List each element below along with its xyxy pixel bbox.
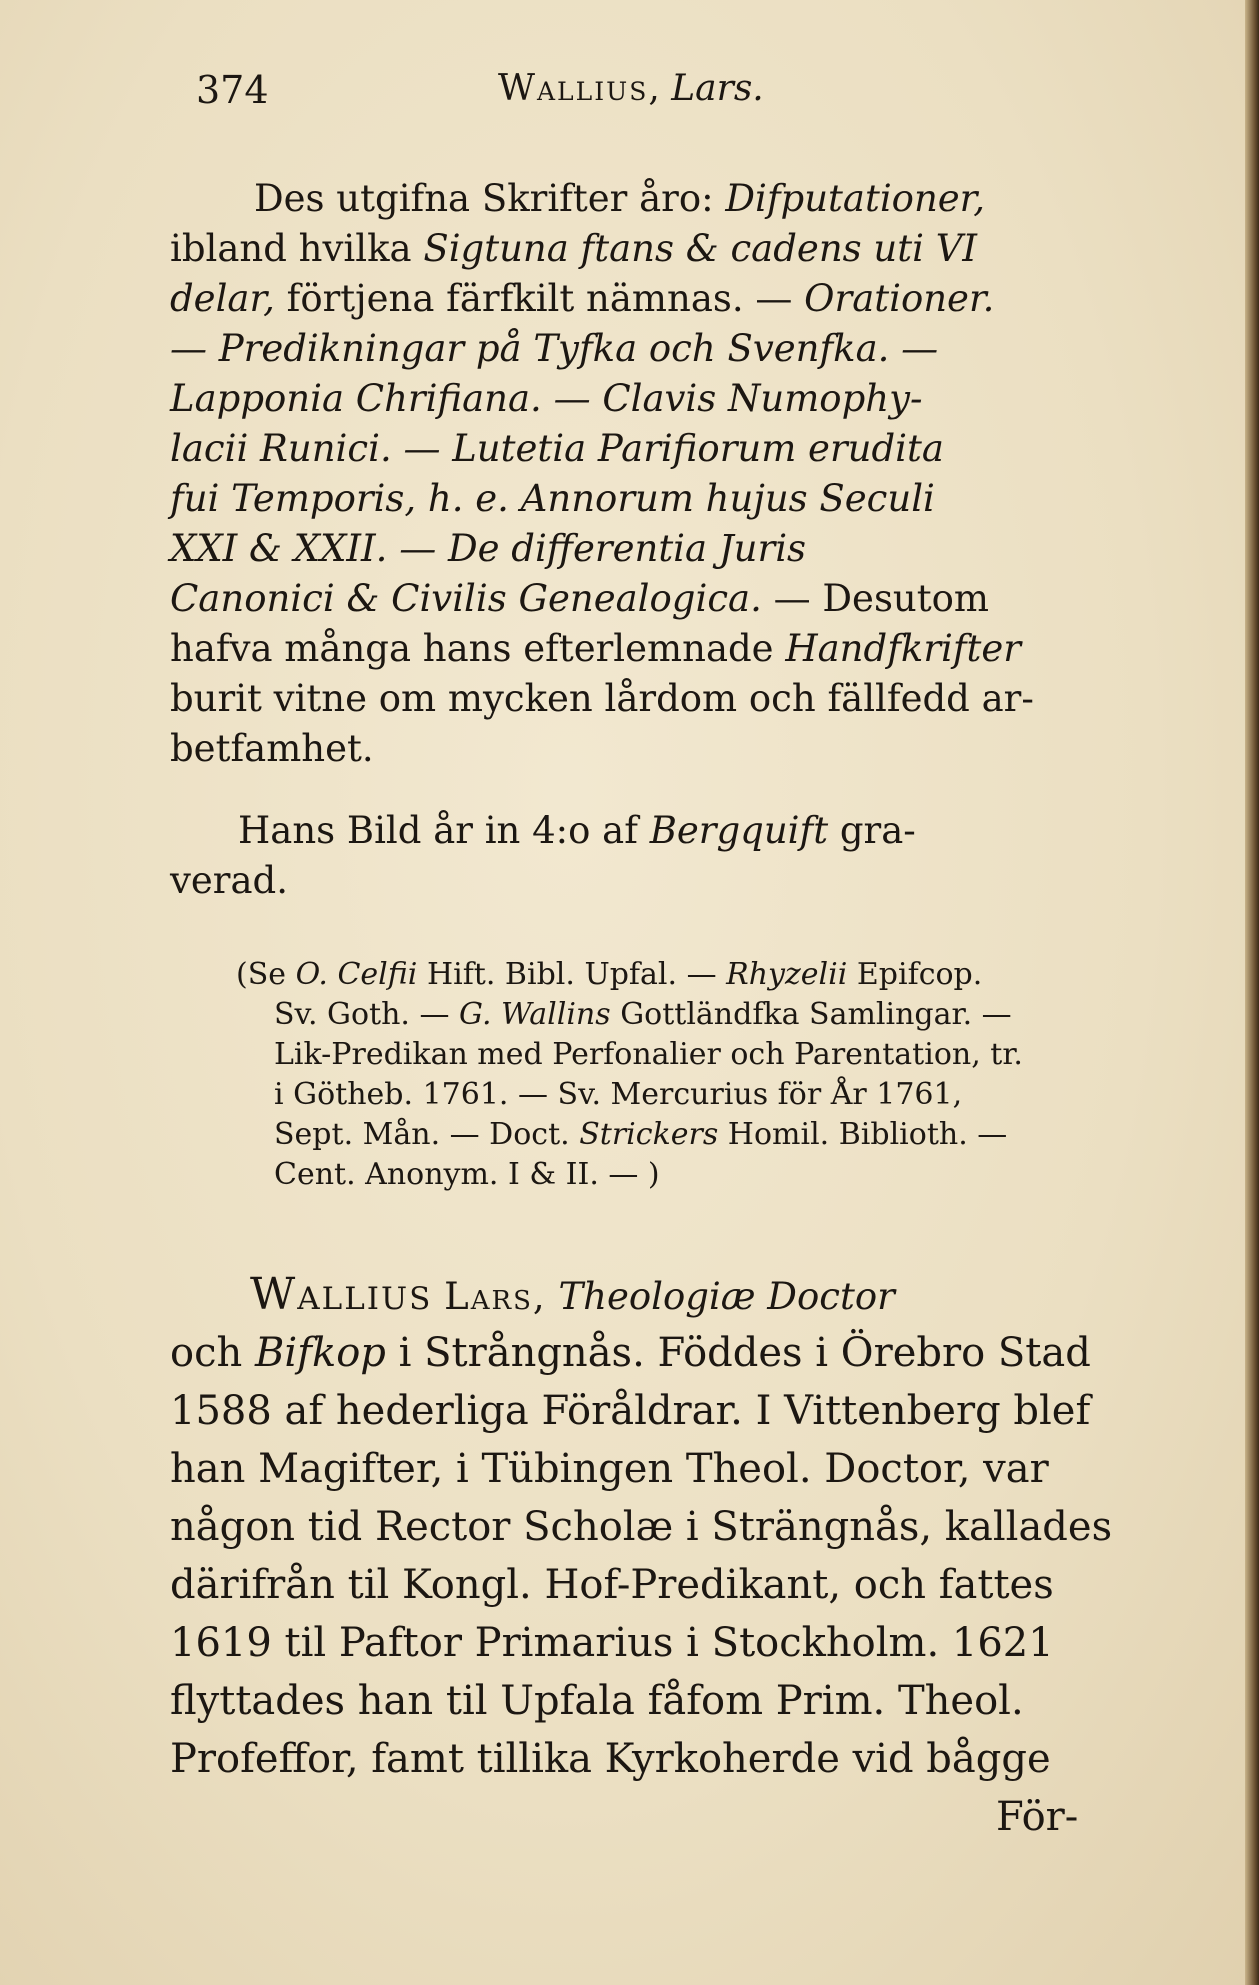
text-span: — Desutom <box>773 577 989 620</box>
text-span: Hift. Bibl. Upfal. — <box>426 957 717 992</box>
page-number: 374 <box>196 68 269 112</box>
italic-title: Difputationer, <box>725 177 986 220</box>
text-line: lacii Runici. — Lutetia Parifiorum erudita <box>170 427 944 470</box>
text-span: Sv. Goth. — <box>274 997 450 1032</box>
text-line: flyttades han til Upfala fåfom Prim. Theol. <box>170 1678 1024 1724</box>
text-span: förtjena färfkilt nämnas. — <box>286 277 793 320</box>
text-span: Sept. Mån. — Doct. <box>274 1117 570 1152</box>
text-span: Des utgifna Skrifter åro: <box>254 177 714 220</box>
text-line: 1619 til Paftor Primarius i Stockholm. 1621 <box>170 1620 1054 1666</box>
italic-title: delar, <box>170 277 275 320</box>
text-line: någon tid Rector Scholæ i Strängnås, kallades <box>170 1504 1113 1550</box>
italic-title: Sigtuna ftans & cadens uti VI <box>423 227 978 270</box>
text-line <box>238 808 1203 854</box>
italic-title: Canonici & Civilis Genealogica. <box>170 577 762 620</box>
italic-title: Theologiæ Doctor <box>558 1275 895 1318</box>
text-line: — Predikningar på Tyfka och Svenfka. — <box>170 327 939 370</box>
text-line <box>170 226 1135 272</box>
running-head-first-name: Lars. <box>671 68 764 109</box>
text-span: Epifcop. <box>856 957 983 992</box>
italic-title: Bifkop <box>254 1330 386 1376</box>
italic-title: O. Celfii <box>295 957 418 992</box>
reference-line: i Götheb. 1761. — Sv. Mercurius för År 1761, <box>274 1077 963 1112</box>
text-span: gra- <box>839 809 916 852</box>
text-span: (Se <box>236 957 287 992</box>
text-line <box>170 626 1135 672</box>
reference-line: Lik-Predikan med Perfonalier och Parentation, tr. <box>274 1037 1023 1072</box>
italic-title: Strickers <box>579 1117 719 1152</box>
running-head-separator: , <box>648 68 660 109</box>
text-span: i Strångnås. Föddes i Örebro Stad <box>398 1330 1091 1376</box>
text-span: Homil. Biblioth. — <box>727 1117 1008 1152</box>
italic-title: G. Wallins <box>459 997 611 1032</box>
text-line <box>170 276 1135 322</box>
text-line: därifrån til Kongl. Hof-Predikant, och fattes <box>170 1562 1054 1608</box>
text-span: Gottländfka Samlingar. — <box>620 997 1012 1032</box>
text-line: burit vitne om mycken lårdom och fällfedd ar- <box>170 677 1034 720</box>
text-line: han Magifter, i Tübingen Theol. Doctor, var <box>170 1446 1049 1492</box>
italic-title: Rhyzelii <box>726 957 848 992</box>
italic-title: Orationer. <box>804 277 995 320</box>
text-line: fui Temporis, h. e. Annorum hujus Seculi <box>170 477 935 520</box>
book-spine-edge <box>1245 0 1259 1985</box>
text-span: Hans Bild år in 4:o af <box>238 809 638 852</box>
italic-title: Bergquift <box>649 809 829 852</box>
text-span: ibland hvilka <box>170 227 412 270</box>
reference-line <box>236 955 1201 994</box>
entry-heading-name: Wallius <box>250 1269 433 1320</box>
entry-heading-line <box>250 1269 1215 1320</box>
text-line: betfamhet. <box>170 727 374 770</box>
catchword: För- <box>996 1794 1079 1840</box>
text-line: 1588 af hederliga Föråldrar. I Vittenberg blef <box>170 1388 1091 1434</box>
text-line <box>254 176 1219 222</box>
text-line: Profeffor, famt tillika Kyrkoherde vid bågge <box>170 1736 1051 1782</box>
running-head <box>498 68 764 109</box>
reference-line <box>274 995 1239 1034</box>
text-span: och <box>170 1330 243 1376</box>
text-span: hafva många hans efterlemnade <box>170 627 774 670</box>
running-head-name: Wallius <box>498 68 649 109</box>
text-line <box>170 576 1135 622</box>
reference-line <box>274 1115 1239 1154</box>
text-line <box>170 1328 1135 1378</box>
entry-heading-first-name: Lars, <box>444 1275 547 1318</box>
reference-line: Cent. Anonym. I & II. — ) <box>274 1157 660 1192</box>
text-line: XXI & XXII. — De differentia Juris <box>170 527 807 570</box>
italic-title: Handfkrifter <box>785 627 1021 670</box>
text-line: verad. <box>170 859 288 902</box>
text-line: Lapponia Chrifiana. — Clavis Numophy- <box>170 377 923 420</box>
